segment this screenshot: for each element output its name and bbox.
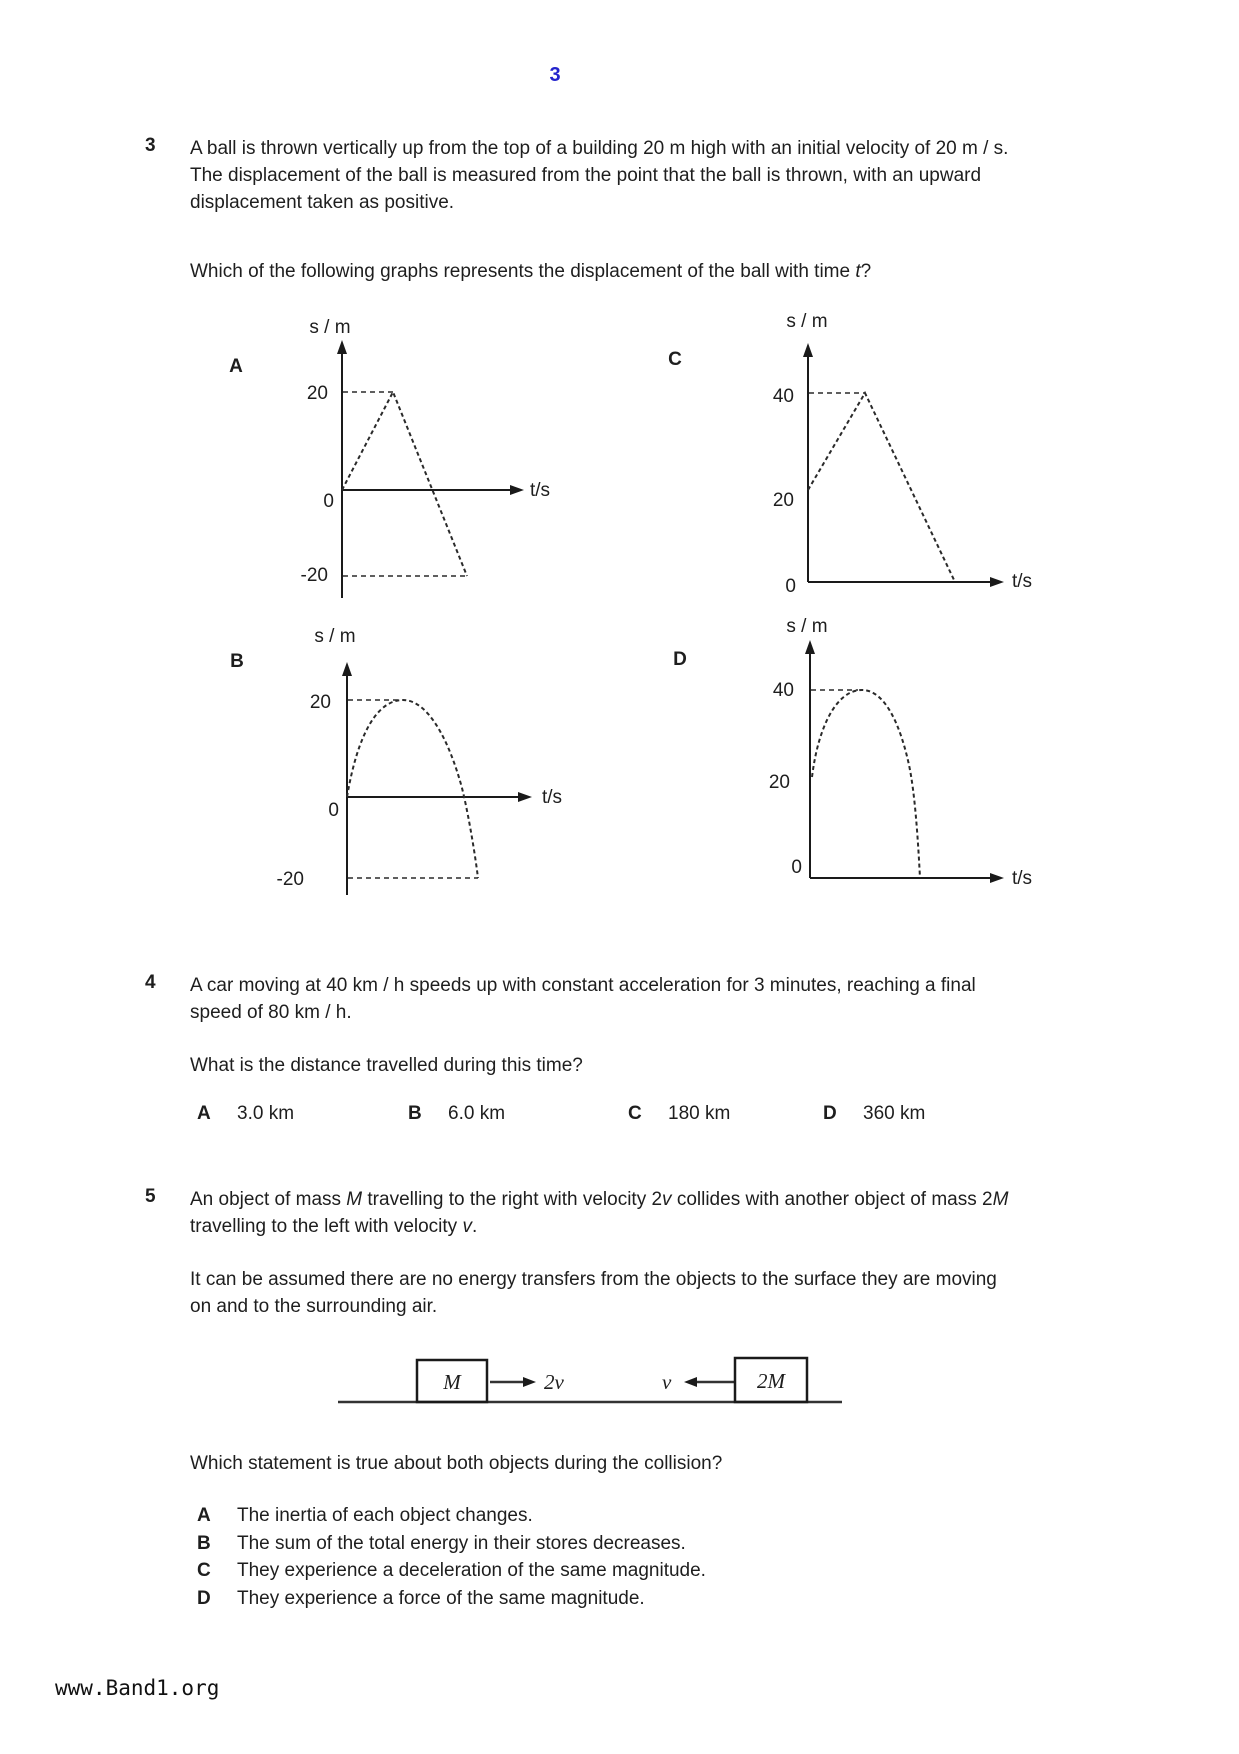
graph-b-ylabel: s / m bbox=[314, 626, 356, 647]
variable-t: t bbox=[855, 261, 861, 282]
option-text: 6.0 km bbox=[448, 1103, 506, 1124]
variable-m: M bbox=[346, 1189, 363, 1210]
graph-b bbox=[200, 610, 600, 910]
variable-v: v bbox=[662, 1189, 672, 1210]
block-m-label: M bbox=[443, 1370, 461, 1394]
graph-a-label: A bbox=[229, 356, 243, 377]
question-5 bbox=[145, 1186, 1013, 1240]
graph-b-tick-0: 0 bbox=[328, 800, 339, 821]
page-number: 3 bbox=[549, 64, 561, 86]
graph-c-curve bbox=[808, 393, 955, 582]
option-letter: B bbox=[408, 1103, 422, 1124]
option-text: They experience a deceleration of the same magnitude. bbox=[237, 1560, 706, 1581]
option-text: 3.0 km bbox=[237, 1103, 295, 1124]
body-text: travelling to the right with velocity 2 bbox=[362, 1189, 663, 1210]
graph-d bbox=[640, 600, 1060, 910]
question-5-body bbox=[190, 1186, 1010, 1240]
prompt-punctuation: ? bbox=[860, 261, 872, 282]
velocity-2v-variable: v bbox=[554, 1370, 564, 1394]
body-text: An object of mass bbox=[190, 1189, 347, 1210]
option-row bbox=[197, 1502, 706, 1530]
graph-d-tick-0: 0 bbox=[791, 857, 802, 878]
graph-a-ylabel: s / m bbox=[309, 317, 351, 338]
graph-d-y-axis-arrow bbox=[805, 640, 815, 654]
option-letter: A bbox=[197, 1103, 211, 1124]
graph-a-xlabel: t/s bbox=[530, 480, 551, 501]
graph-c-tick-40: 40 bbox=[772, 386, 794, 407]
option-letter: B bbox=[197, 1532, 211, 1554]
graph-a bbox=[200, 300, 560, 600]
graph-b-tick-20: 20 bbox=[309, 692, 331, 713]
graph-d-curve bbox=[812, 690, 920, 878]
graph-b-tick-neg20: -20 bbox=[276, 869, 304, 890]
graph-d-tick-20: 20 bbox=[768, 772, 790, 793]
graph-c bbox=[640, 295, 1060, 605]
question-4 bbox=[145, 972, 1013, 1026]
velocity-2v-number: 2 bbox=[544, 1370, 555, 1394]
graph-c-ylabel: s / m bbox=[786, 311, 828, 332]
option-letter: D bbox=[823, 1103, 837, 1124]
option-text: 180 km bbox=[668, 1103, 731, 1124]
option-text: The sum of the total energy in their stores decreases. bbox=[237, 1532, 686, 1554]
block-2m-variable: M bbox=[767, 1369, 785, 1393]
option-text: They experience a force of the same magnitude. bbox=[237, 1587, 645, 1609]
block-2m-number: 2 bbox=[757, 1369, 768, 1393]
body-text: collides with another object of mass 2 bbox=[671, 1189, 993, 1210]
graph-d-xlabel: t/s bbox=[1012, 868, 1033, 889]
graph-d-ylabel: s / m bbox=[786, 616, 828, 637]
velocity-v-label: v bbox=[662, 1370, 672, 1394]
question-4-options bbox=[0, 1103, 1239, 1130]
option-letter: C bbox=[628, 1103, 642, 1124]
variable-m: M bbox=[992, 1189, 1009, 1210]
body-text: travelling to the left with velocity bbox=[190, 1216, 463, 1237]
velocity-2v-label bbox=[544, 1370, 565, 1394]
velocity-arrow-left-head bbox=[684, 1377, 697, 1387]
graph-b-xlabel: t/s bbox=[542, 787, 563, 808]
question-4-prompt: What is the distance travelled during this time? bbox=[190, 1055, 583, 1076]
graph-c-xlabel: t/s bbox=[1012, 571, 1033, 592]
graph-a-tick-0: 0 bbox=[323, 491, 334, 512]
option-letter: A bbox=[197, 1505, 211, 1526]
graph-d-x-axis-arrow bbox=[990, 873, 1004, 883]
option-text: The inertia of each object changes. bbox=[237, 1505, 533, 1526]
option-letter: C bbox=[197, 1560, 211, 1581]
graph-b-x-axis-arrow bbox=[518, 792, 532, 802]
footer-url: www.Band1.org bbox=[55, 1676, 220, 1700]
question-3-number: 3 bbox=[145, 135, 156, 156]
question-5-assumption: It can be assumed there are no energy transfers from the objects to the surface they are moving on and to the surrounding air. bbox=[190, 1269, 997, 1317]
prompt-text: Which of the following graphs represents the displacement of the ball with time bbox=[190, 261, 856, 282]
graph-a-curve bbox=[342, 392, 467, 576]
variable-v: v bbox=[462, 1216, 472, 1237]
graph-a-y-axis-arrow bbox=[337, 340, 347, 354]
graph-c-y-axis-arrow bbox=[803, 343, 813, 357]
graph-c-label: C bbox=[668, 349, 682, 370]
graph-b-curve bbox=[347, 700, 478, 878]
graph-d-label: D bbox=[673, 649, 687, 670]
option-text: 360 km bbox=[863, 1103, 926, 1124]
question-4-body: A car moving at 40 km / h speeds up with constant acceleration for 3 minutes, reaching a final speed of 80 km / h. bbox=[190, 975, 976, 1023]
graph-a-x-axis-arrow bbox=[510, 485, 524, 495]
option-row bbox=[197, 1585, 706, 1613]
graph-b-label: B bbox=[230, 651, 244, 672]
question-5-prompt: Which statement is true about both objects during the collision? bbox=[190, 1453, 723, 1474]
option-row bbox=[197, 1530, 706, 1558]
option-letter: D bbox=[197, 1587, 211, 1609]
block-2m-label bbox=[757, 1369, 787, 1393]
graph-c-tick-0: 0 bbox=[785, 576, 796, 597]
question-4-number: 4 bbox=[145, 972, 156, 993]
question-3-body: A ball is thrown vertically up from the top of a building 20 m high with an initial velocity of 20 m / s. The displacement of the ball is measured from the point that the ball is thrown, with an upward displacement taken as positive. bbox=[190, 138, 1009, 213]
graph-a-tick-20: 20 bbox=[306, 383, 328, 404]
question-3 bbox=[145, 135, 1013, 216]
graph-b-y-axis-arrow bbox=[342, 662, 352, 676]
graph-c-tick-20: 20 bbox=[772, 490, 794, 511]
graph-a-tick-neg20: -20 bbox=[300, 565, 328, 586]
question-5-options bbox=[197, 1502, 706, 1612]
option-row bbox=[197, 1557, 706, 1585]
velocity-arrow-right-head bbox=[523, 1377, 536, 1387]
body-text: . bbox=[471, 1216, 478, 1237]
graph-c-x-axis-arrow bbox=[990, 577, 1004, 587]
question-3-prompt bbox=[190, 258, 1010, 285]
graph-d-tick-40: 40 bbox=[772, 680, 794, 701]
collision-diagram bbox=[330, 1338, 850, 1413]
question-5-number: 5 bbox=[145, 1186, 156, 1207]
